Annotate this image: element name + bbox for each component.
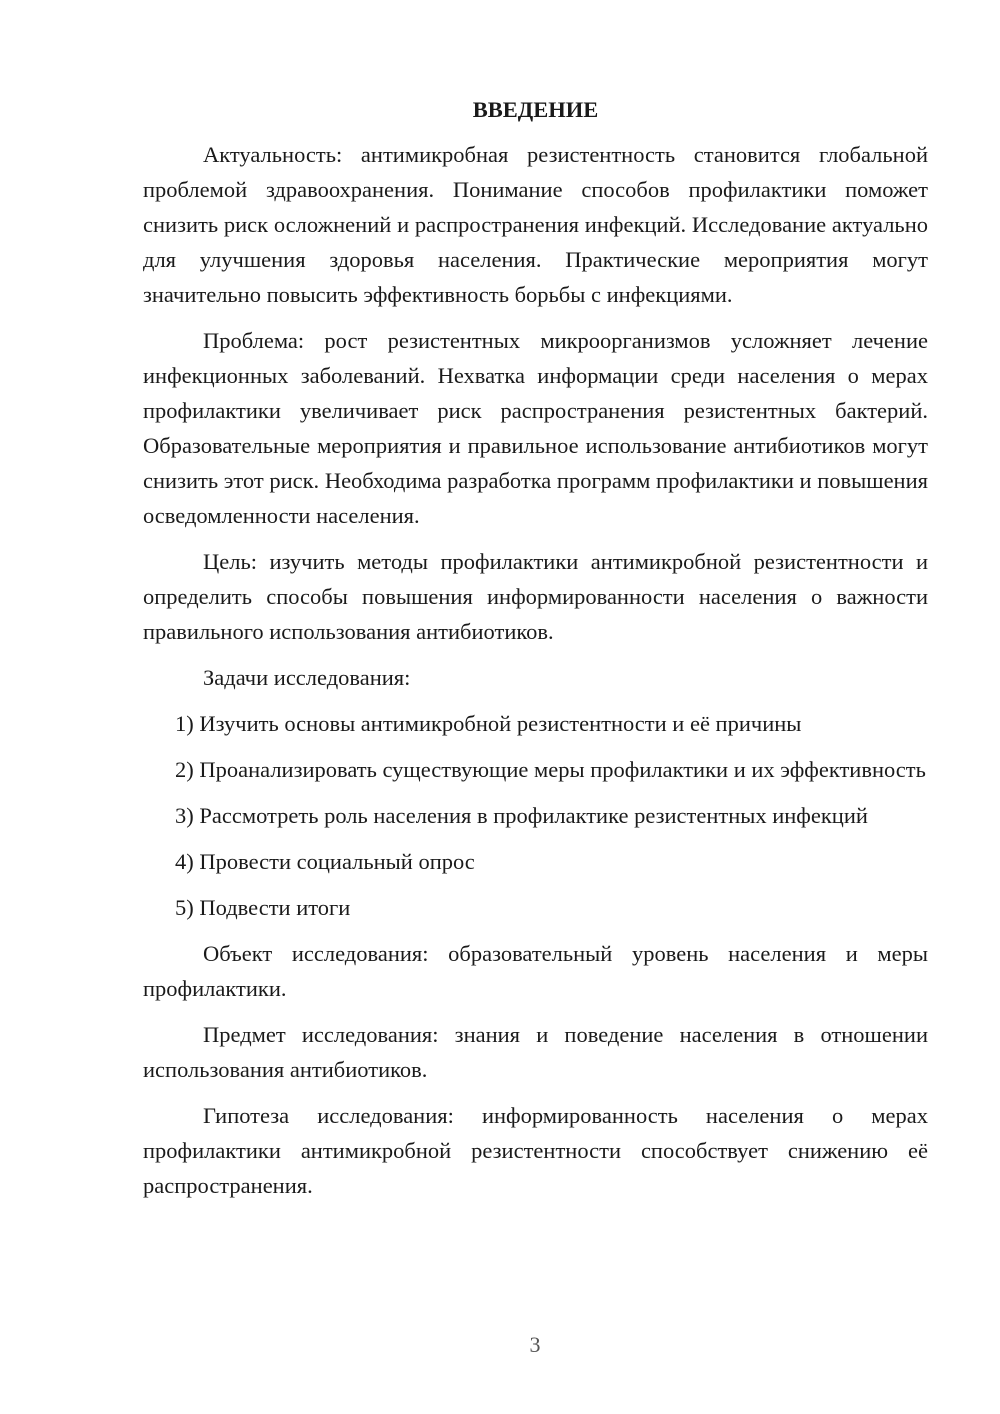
paragraph-problem: Проблема: рост резистентных микроорганизмов усложняет лечение инфекционных заболеваний. Нехватка информации среди населения о мерах профилактики увеличивает риск распространения резистентных бактерий. Образовательные мероприятия и правильное использование антибиотиков могут снизить этот риск. Необходима разработка программ профилактики и повышения осведомленности населения.	[143, 328, 928, 528]
task-item-4: 4) Провести социальный опрос	[175, 849, 475, 874]
paragraph-object: Объект исследования: образовательный уровень населения и меры профилактики.	[143, 941, 928, 1001]
task-item-5: 5) Подвести итоги	[175, 895, 351, 920]
document-page	[143, 92, 928, 1214]
task-item-3: 3) Рассмотреть роль населения в профилактике резистентных инфекций	[175, 803, 868, 828]
paragraph-relevance: Актуальность: антимикробная резистентность становится глобальной проблемой здравоохранения. Понимание способов профилактики поможет снизить риск осложнений и распространения инфекций. Исследование актуально для улучшения здоровья населения. Практические мероприятия могут значительно повысить эффективность борьбы с инфекциями.	[143, 142, 928, 307]
tasks-list	[143, 706, 928, 925]
paragraph-subject: Предмет исследования: знания и поведение населения в отношении использования антибиотиков.	[143, 1022, 928, 1082]
paragraph-goal: Цель: изучить методы профилактики антимикробной резистентности и определить способы повышения информированности населения о важности правильного использования антибиотиков.	[143, 549, 928, 644]
page-number: 3	[529, 1332, 541, 1357]
task-item-2: 2) Проанализировать существующие меры профилактики и их эффективность	[175, 757, 926, 782]
paragraph-hypothesis: Гипотеза исследования: информированность населения о мерах профилактики антимикробной резистентности способствует снижению её распространения.	[143, 1103, 928, 1198]
task-item-1: 1) Изучить основы антимикробной резистентности и её причины	[175, 711, 802, 736]
page-title: ВВЕДЕНИЕ	[472, 97, 599, 122]
tasks-heading: Задачи исследования:	[203, 665, 411, 690]
